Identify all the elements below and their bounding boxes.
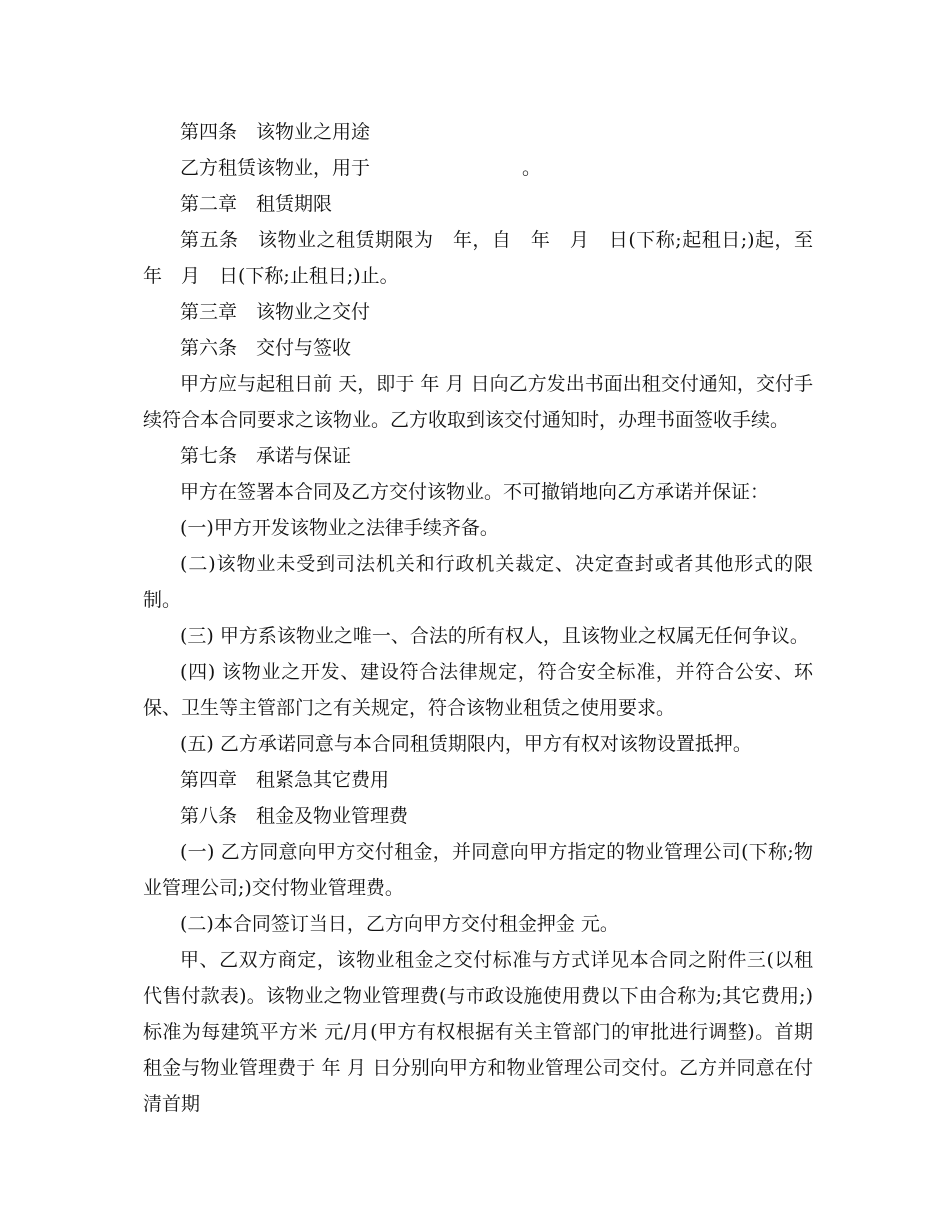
guarantee-item-5: (五) 乙方承诺同意与本合同租赁期限内，甲方有权对该物设置抵押。	[180, 733, 752, 755]
guarantee-item-3: (三) 甲方系该物业之唯一、合法的所有权人，且该物业之权属无任何争议。	[180, 625, 809, 647]
article-4-heading: 第四条 该物业之用途	[180, 121, 371, 143]
article-8-heading: 第八条 租金及物业管理费	[180, 805, 409, 827]
guarantee-intro-paragraph: 甲方在签署本合同及乙方交付该物业。不可撤销地向乙方承诺并保证：	[180, 481, 770, 503]
guarantee-item-1: (一)甲方开发该物业之法律手续齐备。	[180, 517, 499, 539]
article-5-paragraph: 第五条 该物业之租赁期限为 年，自 年 月 日(下称;起租日;)起，至 年 月 日(下称;止租日;)止。	[143, 229, 833, 287]
document-body	[143, 114, 833, 1122]
guarantee-item-4: (四) 该物业之开发、建设符合法律规定，符合安全标准，并符合公安、环保、卫生等主管部门之有关规定，符合该物业租赁之使用要求。	[143, 661, 813, 719]
chapter-2-heading: 第二章 租赁期限	[180, 193, 333, 215]
article-6-heading: 第六条 交付与签收	[180, 337, 352, 359]
article-7-heading: 第七条 承诺与保证	[180, 445, 352, 467]
delivery-paragraph: 甲方应与起租日前 天，即于 年 月 日向乙方发出书面出租交付通知，交付手续符合本合同要求之该物业。乙方收取到该交付通知时，办理书面签收手续。	[143, 373, 813, 431]
usage-paragraph: 乙方租赁该物业，用于 。	[180, 157, 542, 179]
rent-item-2: (二)本合同签订当日，乙方向甲方交付租金押金 元。	[180, 913, 619, 935]
chapter-3-heading: 第三章 该物业之交付	[180, 301, 371, 323]
guarantee-item-2: (二)该物业未受到司法机关和行政机关裁定、决定查封或者其他形式的限制。	[143, 553, 813, 611]
rent-item-1: (一) 乙方同意向甲方交付租金，并同意向甲方指定的物业管理公司(下称;物业管理公司;)交付物业管理费。	[143, 841, 813, 899]
rent-standard-paragraph: 甲、乙双方商定，该物业租金之交付标准与方式详见本合同之附件三(以租代售付款表)。该物业之物业管理费(与市政设施使用费以下由合称为;其它费用;)标准为每建筑平方米 元/月(甲方有权根据有关主管部门的审批进行调整)。首期租金与物业管理费于 年 月 日分别向甲方和物业管理公司交付。乙方并同意在付清首期	[143, 949, 813, 1115]
chapter-4-heading: 第四章 租紧急其它费用	[180, 769, 390, 791]
